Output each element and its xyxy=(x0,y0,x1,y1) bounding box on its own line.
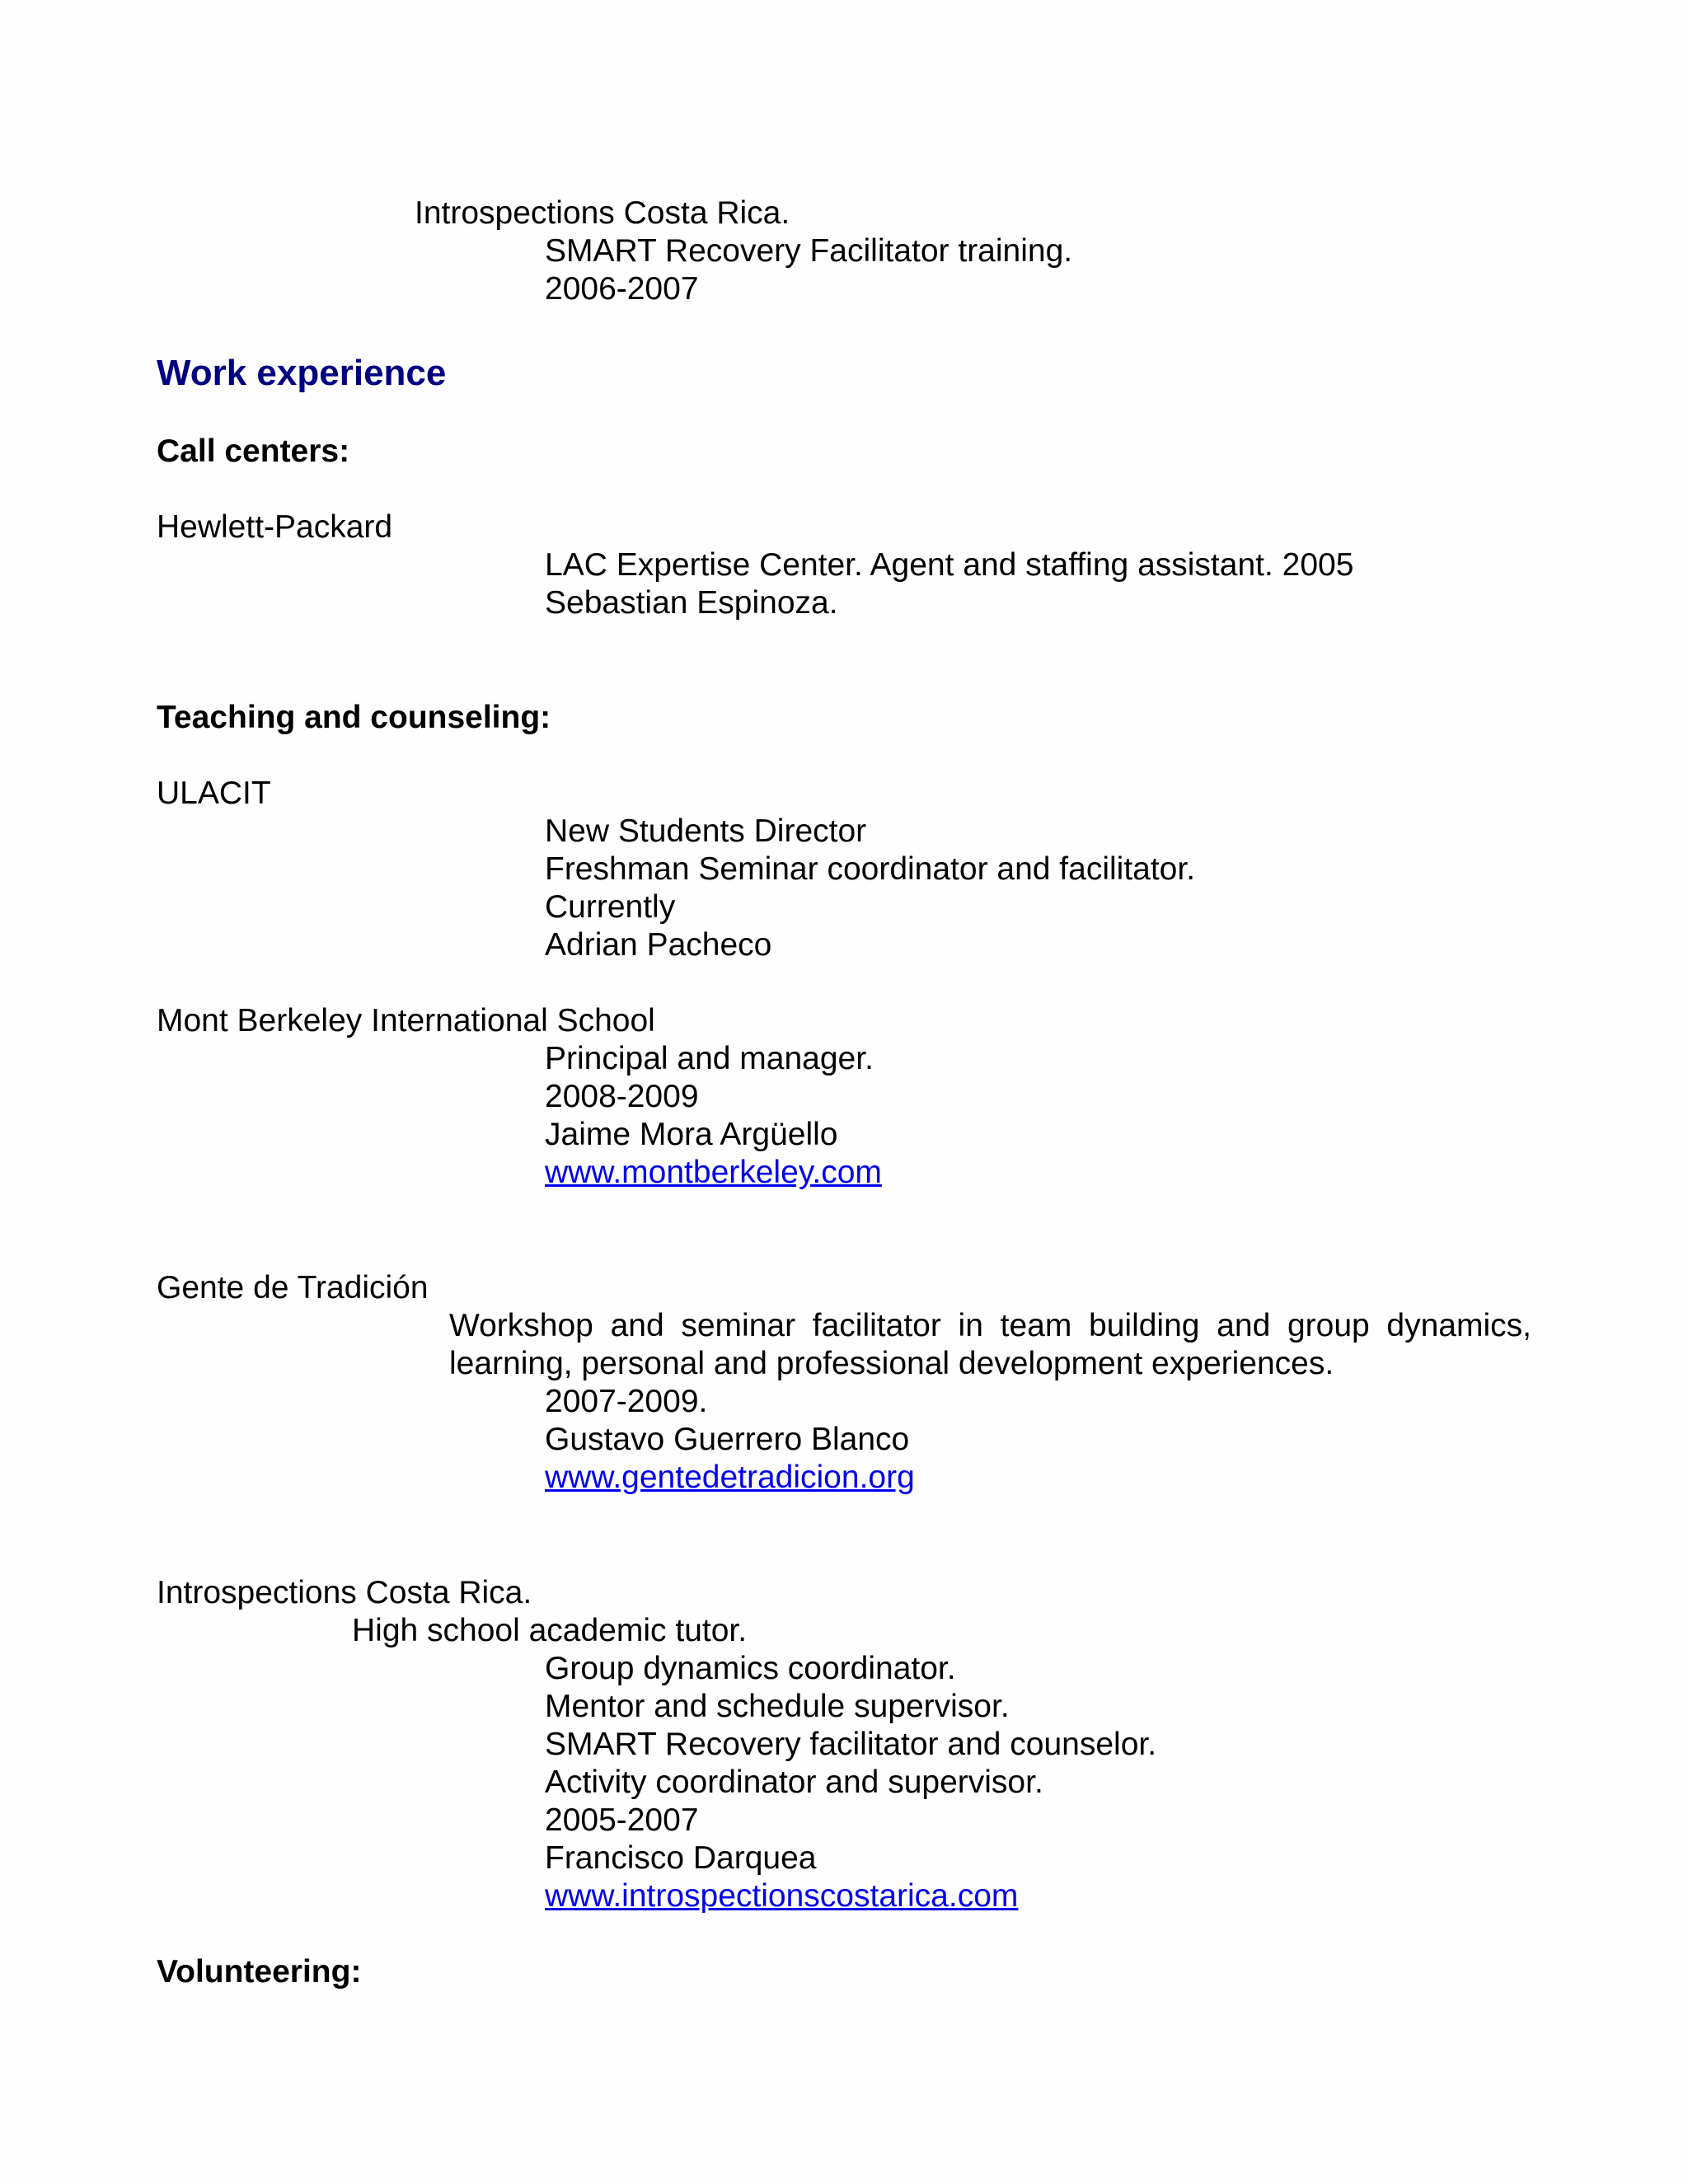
gente-employer: Gente de Tradición xyxy=(157,1270,429,1305)
ulacit-line: Currently xyxy=(545,889,676,925)
ulacit-line: New Students Director xyxy=(545,813,867,849)
gente-years: 2007-2009. xyxy=(545,1384,708,1419)
introspections-link[interactable]: www.introspectionscostarica.com xyxy=(545,1878,1019,1914)
introspections-years: 2005-2007 xyxy=(545,1802,699,1838)
call-centers-heading: Call centers: xyxy=(157,434,350,469)
mont-berkeley-link[interactable]: www.montberkeley.com xyxy=(545,1155,882,1190)
gente-description-line: learning, personal and professional development experiences. xyxy=(449,1346,1334,1381)
mont-berkeley-employer: Mont Berkeley International School xyxy=(157,1003,655,1038)
gente-reference: Gustavo Guerrero Blanco xyxy=(545,1422,910,1457)
introspections-reference: Francisco Darquea xyxy=(545,1840,817,1876)
ulacit-line: Freshman Seminar coordinator and facilitator. xyxy=(545,851,1196,887)
mont-berkeley-reference: Jaime Mora Argüello xyxy=(545,1117,838,1152)
mont-berkeley-years: 2008-2009 xyxy=(545,1079,699,1114)
volunteering-heading: Volunteering: xyxy=(157,1954,362,1990)
ulacit-line: Adrian Pacheco xyxy=(545,927,772,963)
introspections-line: Activity coordinator and supervisor. xyxy=(545,1765,1043,1800)
training-course: SMART Recovery Facilitator training. xyxy=(545,233,1073,269)
training-years: 2006-2007 xyxy=(545,271,699,307)
hp-reference: Sebastian Espinoza. xyxy=(545,585,838,621)
introspections-employer: Introspections Costa Rica. xyxy=(157,1575,532,1610)
gente-link[interactable]: www.gentedetradicion.org xyxy=(545,1460,915,1495)
hp-employer: Hewlett-Packard xyxy=(157,509,393,545)
introspections-line: Group dynamics coordinator. xyxy=(545,1651,956,1686)
hp-role: LAC Expertise Center. Agent and staffing assistant. 2005 xyxy=(545,547,1354,583)
teaching-heading: Teaching and counseling: xyxy=(157,700,551,735)
ulacit-employer: ULACIT xyxy=(157,776,271,811)
training-org: Introspections Costa Rica. xyxy=(415,195,790,231)
work-experience-heading: Work experience xyxy=(157,353,447,393)
gente-description-line: Workshop and seminar facilitator in team building and group dynamics, xyxy=(449,1308,1531,1343)
introspections-line: SMART Recovery facilitator and counselor. xyxy=(545,1727,1157,1762)
introspections-role: High school academic tutor. xyxy=(352,1613,748,1648)
introspections-line: Mentor and schedule supervisor. xyxy=(545,1689,1010,1724)
mont-berkeley-role: Principal and manager. xyxy=(545,1041,874,1076)
